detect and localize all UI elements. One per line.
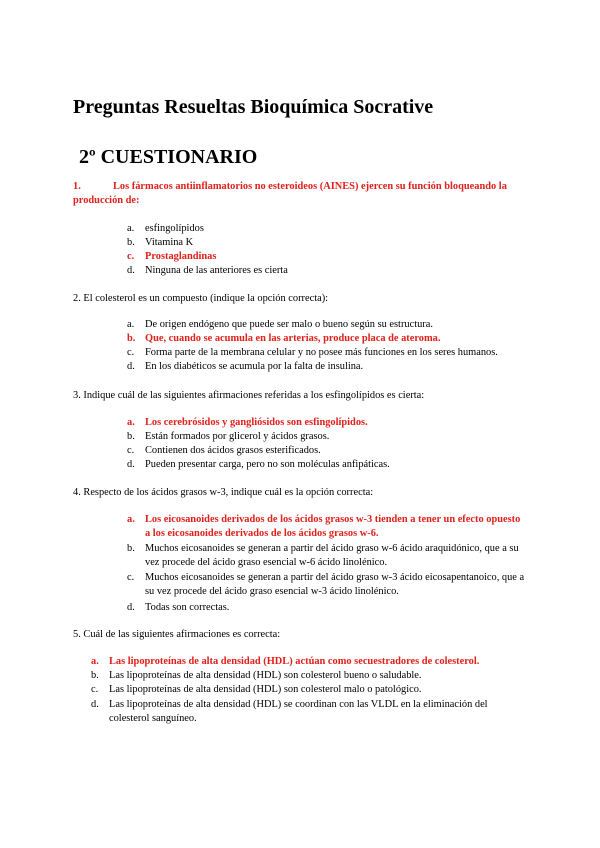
option-letter: c. <box>127 347 135 358</box>
option-text: Ninguna de las anteriores es cierta <box>145 265 288 276</box>
option-text: En los diabéticos se acumula por la falta de insulina. <box>145 361 364 372</box>
option-text: Prostaglandinas <box>145 251 217 262</box>
option-letter: b. <box>127 237 135 248</box>
question-1-number: 1. <box>73 181 81 192</box>
option-letter: a. <box>127 417 135 428</box>
option-letter: d. <box>91 699 99 710</box>
option-text: Los eicosanoides derivados de los ácidos grasos w-3 tienden a tener un efecto opuesto a los eicosanoides derivados de los ácidos grasos w-6. <box>145 514 521 539</box>
option-text: Los cerebrósidos y gangliósidos son esfingolípidos. <box>145 417 368 428</box>
option-letter: c. <box>127 445 135 456</box>
question-1 <box>73 180 523 208</box>
option-letter: a. <box>127 319 135 330</box>
option-text: Forma parte de la membrana celular y no posee más funciones en los seres humanos. <box>145 347 498 358</box>
option-text: De origen endógeno que puede ser malo o bueno según su estructura. <box>145 319 433 330</box>
option-text: Todas son correctas. <box>145 602 230 613</box>
option-text: Están formados por glicerol y ácidos grasos. <box>145 431 330 442</box>
document-title: Preguntas Resueltas Bioquímica Socrative <box>73 96 434 118</box>
option-letter: c. <box>127 251 135 262</box>
option-letter: a. <box>127 223 135 234</box>
option-text: Pueden presentar carga, pero no son moléculas anfipáticas. <box>145 459 390 470</box>
option-letter: b. <box>91 670 99 681</box>
option-letter: c. <box>91 684 99 695</box>
question-4: 4. Respecto de los ácidos grasos w-3, indique cuál es la opción correcta: <box>73 487 374 498</box>
option-letter: d. <box>127 459 135 470</box>
option-letter: a. <box>91 656 99 667</box>
option-letter: b. <box>127 431 135 442</box>
option-text: Muchos eicosanoides se generan a partir del ácido graso w-3 ácido eicosapentanoico, que a su vez procede del ácido graso esencial w-3 ácido linolénico. <box>145 572 525 597</box>
option-letter: b. <box>127 543 135 554</box>
option-text: Las lipoproteínas de alta densidad (HDL) son colesterol malo o patológico. <box>109 684 422 695</box>
option-text: Las lipoproteínas de alta densidad (HDL) se coordinan con las VLDL en la eliminación del colesterol sanguíneo. <box>109 699 488 724</box>
question-5: 5. Cuál de las siguientes afirmaciones es correcta: <box>73 629 281 640</box>
document-subtitle: 2º CUESTIONARIO <box>79 146 258 168</box>
option-text: Las lipoproteínas de alta densidad (HDL) actúan como secuestradores de colesterol. <box>109 656 480 667</box>
question-1-text: Los fármacos antiinflamatorios no esteroideos (AINES) ejercen su función bloqueando la producción de: <box>73 181 507 206</box>
option-letter: d. <box>127 265 135 276</box>
question-3: 3. Indique cuál de las siguientes afirmaciones referidas a los esfingolípidos es cierta: <box>73 390 425 401</box>
option-letter: c. <box>127 572 135 583</box>
option-letter: a. <box>127 514 135 525</box>
option-text: Que, cuando se acumula en las arterias, produce placa de ateroma. <box>145 333 441 344</box>
option-text: Muchos eicosanoides se generan a partir del ácido graso w-6 ácido araquidónico, que a su vez procede del ácido graso esencial w-6 ácido linolénico. <box>145 543 519 568</box>
option-text: Contienen dos ácidos grasos esterificados. <box>145 445 321 456</box>
option-letter: d. <box>127 361 135 372</box>
question-2: 2. El colesterol es un compuesto (indique la opción correcta): <box>73 293 329 304</box>
option-text: Vitamina K <box>145 237 194 248</box>
option-letter: d. <box>127 602 135 613</box>
option-letter: b. <box>127 333 136 344</box>
option-text: esfingolípidos <box>145 223 204 234</box>
option-text: Las lipoproteínas de alta densidad (HDL) son colesterol bueno o saludable. <box>109 670 422 681</box>
